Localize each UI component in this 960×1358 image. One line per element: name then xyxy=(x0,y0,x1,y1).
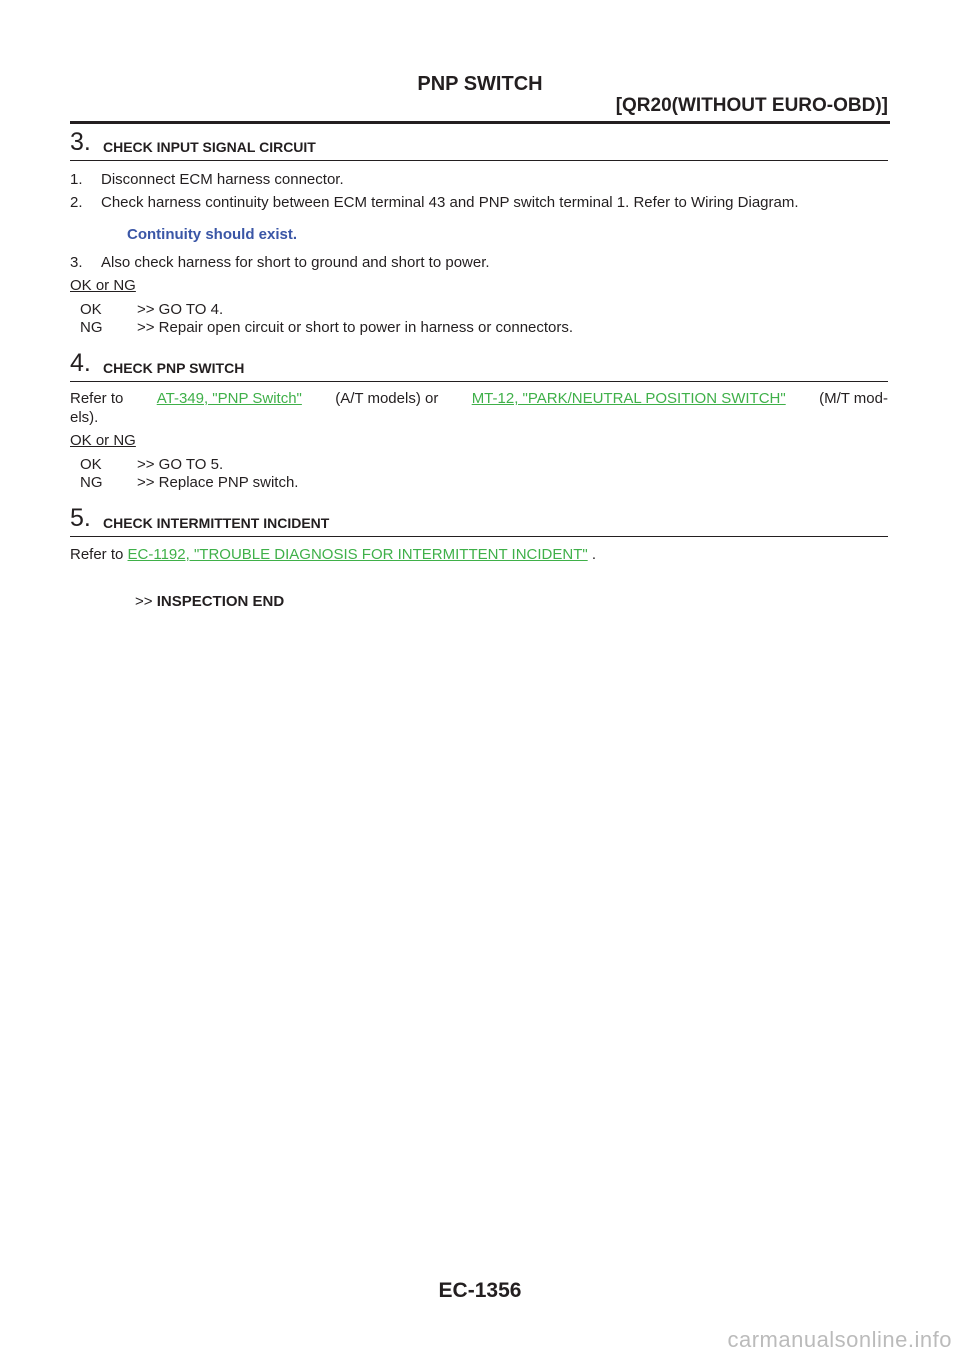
step-3-result-label: OK or NG xyxy=(70,277,136,294)
header-rule xyxy=(70,121,890,124)
link-at-349[interactable]: AT-349, "PNP Switch" xyxy=(156,390,302,407)
step-4-result-label: OK or NG xyxy=(70,432,136,449)
inspection-end: >> INSPECTION END xyxy=(135,593,285,610)
page-title: PNP SWITCH xyxy=(417,73,543,95)
step-4-refer-line-cont: els). xyxy=(70,409,99,426)
step-3-item-3: 3. Also check harness for short to ground and short to power. xyxy=(70,254,490,271)
link-mt-12[interactable]: MT-12, "PARK/NEUTRAL POSITION SWITCH" xyxy=(471,390,786,407)
step-5-header xyxy=(70,506,888,537)
step-3-title: CHECK INPUT SIGNAL CIRCUIT xyxy=(103,139,316,155)
step-3-specification: Continuity should exist. xyxy=(127,226,298,243)
page-subtitle: [QR20(WITHOUT EURO-OBD)] xyxy=(615,95,888,116)
step-3-item-2: 2. Check harness continuity between ECM terminal 43 and PNP switch terminal 1. Refer to Wiring Diagram. xyxy=(70,194,799,211)
step-4-title: CHECK PNP SWITCH xyxy=(103,360,245,376)
step-4-ok-result: OK >> GO TO 5. xyxy=(80,456,224,473)
step-4-refer-line: Refer to AT-349, "PNP Switch" (A/T models) or MT-12, "PARK/NEUTRAL POSITION SWITCH" (M/T mod- xyxy=(70,390,888,407)
page-number: EC-1356 xyxy=(438,1279,522,1302)
step-4-number: 4. xyxy=(70,349,91,377)
step-3-item-1: 1. Disconnect ECM harness connector. xyxy=(70,171,344,188)
watermark: carmanualsonline.info xyxy=(727,1327,952,1352)
step-4-ng-result: NG >> Replace PNP switch. xyxy=(80,474,299,491)
step-3-number: 3. xyxy=(70,128,91,156)
link-ec-1192[interactable]: EC-1192, "TROUBLE DIAGNOSIS FOR INTERMITTENT INCIDENT" xyxy=(127,546,588,563)
step-3-ok-result: OK >> GO TO 4. xyxy=(80,301,224,318)
step-3-ng-result: NG >> Repair open circuit or short to power in harness or connectors. xyxy=(80,319,574,336)
step-5-number: 5. xyxy=(70,504,91,532)
step-5-title: CHECK INTERMITTENT INCIDENT xyxy=(103,515,330,531)
step-3-header xyxy=(70,130,888,161)
step-4-header xyxy=(70,351,888,382)
step-5-refer-line: Refer to EC-1192, "TROUBLE DIAGNOSIS FOR INTERMITTENT INCIDENT" . xyxy=(70,546,597,563)
